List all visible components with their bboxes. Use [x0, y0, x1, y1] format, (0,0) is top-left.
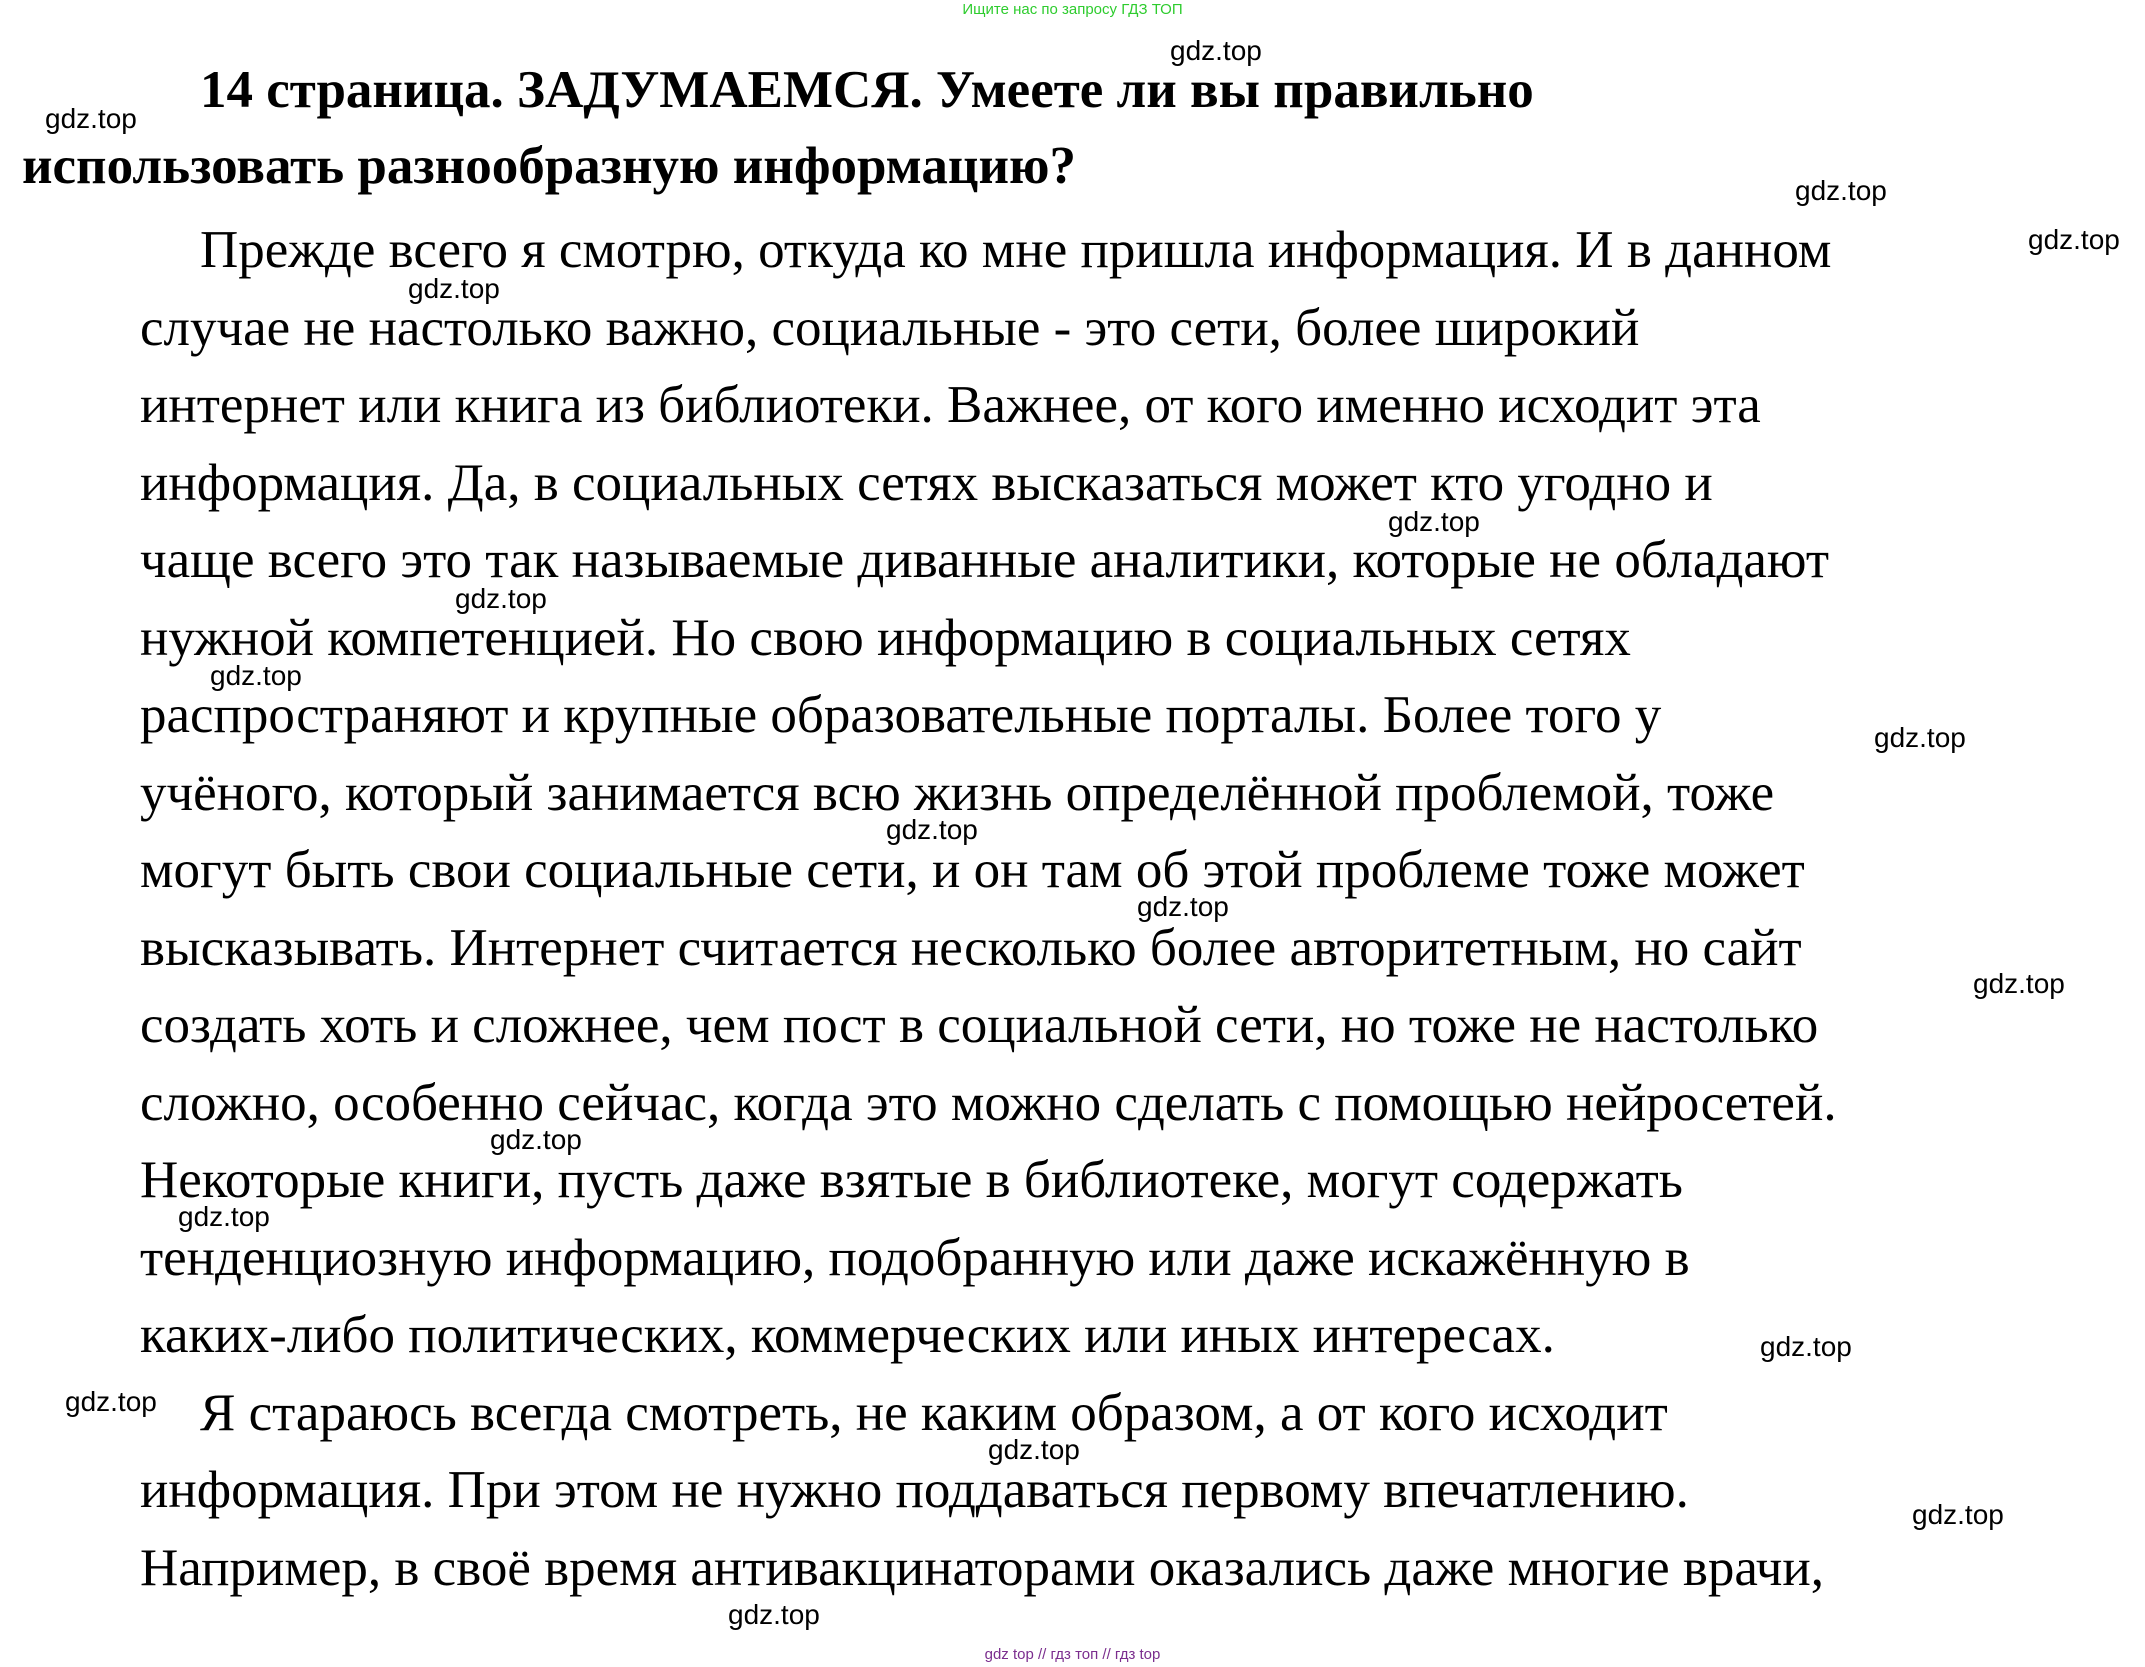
watermark: gdz.top: [408, 273, 500, 304]
watermark: gdz.top: [45, 103, 137, 134]
watermark: gdz.top: [1760, 1331, 1852, 1362]
watermark: gdz.top: [1137, 891, 1229, 922]
watermark: gdz.top: [1874, 722, 1966, 753]
top-banner[interactable]: Ищите нас по запросу ГДЗ ТОП: [962, 1, 1183, 18]
watermark: gdz.top: [1388, 506, 1480, 537]
watermark: gdz.top: [1170, 35, 1262, 66]
footer-links[interactable]: gdz top // гдз топ // гдз top: [984, 1646, 1161, 1663]
watermark: gdz.top: [455, 583, 547, 614]
paragraph-2: Я стараюсь всегда смотреть, не каким образом, а от кого исходит информация. При этом не нужно поддаваться первому впечатлению. Например, в своё время антивакцинаторами оказались даже многие врачи,: [140, 1383, 1825, 1597]
watermark: gdz.top: [65, 1386, 157, 1417]
watermark: gdz.top: [210, 660, 302, 691]
watermark: gdz.top: [490, 1124, 582, 1155]
watermark: gdz.top: [178, 1201, 270, 1232]
watermark: gdz.top: [1795, 175, 1887, 206]
watermark: gdz.top: [2028, 224, 2120, 255]
watermark: gdz.top: [1973, 968, 2065, 999]
watermark: gdz.top: [728, 1599, 820, 1630]
answer-text: [140, 212, 2060, 1607]
watermark: gdz.top: [886, 814, 978, 845]
paragraph-1: Прежде всего я смотрю, откуда ко мне пришла информация. И в данном случае не настолько важно, социальные - это сети, более широкий интернет или книга из библиотеки. Важнее, от кого именно исходит эта информация. Да, в социальных сетях высказаться может кто угодно и чаще всего это так называемые диванные аналитики, которые не обладают нужной компетенцией. Но свою информацию в социальных сетях распространяют и крупные образовательные порталы. Более того у учёного, который занимается всю жизнь определённой проблемой, тоже могут быть свои социальные сети, и он там об этой проблеме тоже может высказывать. Интернет считается несколько более авторитетным, но сайт создать хоть и сложнее, чем пост в социальной сети, но тоже не настолько сложно, особенно сейчас, когда это можно сделать с помощью нейросетей. Некоторые книги, пусть даже взятые в библиотеке, могут содержать тенденциозную информацию, подобранную или даже искажённую в каких-либо политических, коммерческих или иных интересах.: [140, 221, 1837, 1364]
page-title: 14 страница. ЗАДУМАЕМСЯ. Умеете ли вы правильно использовать разнообразную информацию?: [22, 61, 1534, 195]
watermark: gdz.top: [988, 1434, 1080, 1465]
watermark: gdz.top: [1912, 1499, 2004, 1530]
